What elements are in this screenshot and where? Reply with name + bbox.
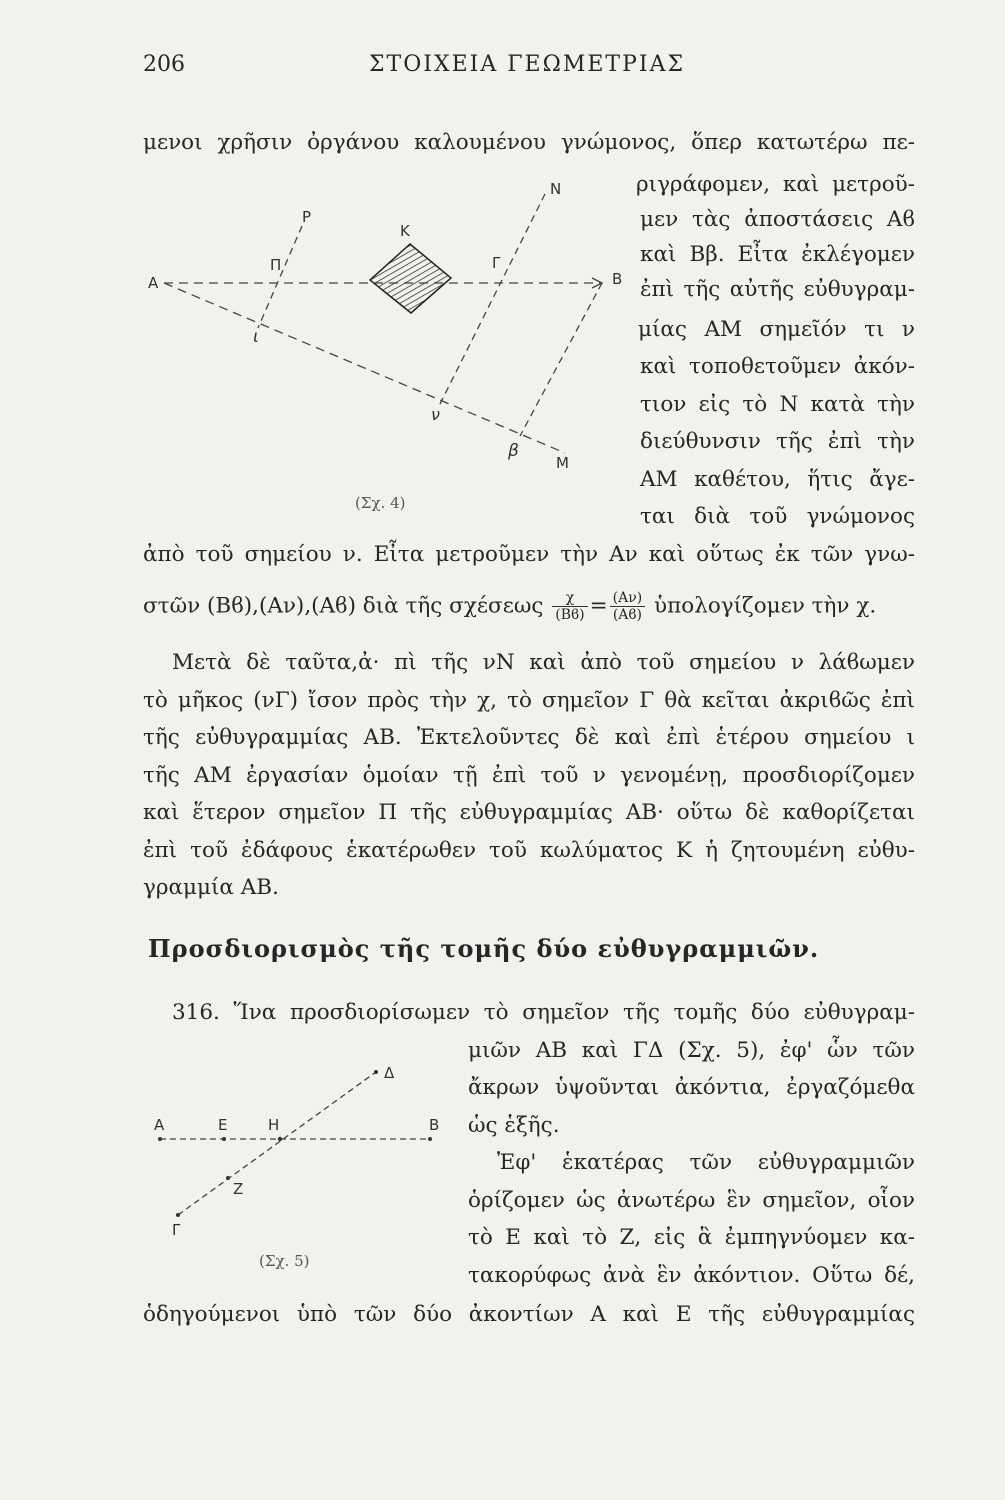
fig5-label-E: E [218, 1116, 228, 1134]
text-line: καὶ Ββ. Εἶτα ἐκλέγομεν [640, 242, 915, 267]
text-line: ΑΜ καθέτου, ἥτις ἄγε- [640, 467, 915, 492]
fig4-label-iota: ι [253, 327, 259, 347]
text-line: διεύθυνσιν τῆς ἐπὶ τὴν [640, 429, 915, 454]
fig4-label-M: M [556, 454, 569, 472]
fraction-An-over-Ab [610, 590, 646, 623]
text-line: μίας ΑΜ σημεῖόν τι ν [638, 317, 915, 342]
fraction-numerator: (Αν) [610, 590, 646, 607]
figure-5-caption: (Σχ. 5) [259, 1252, 310, 1270]
fig4-label-K: K [400, 222, 410, 240]
text-line: καὶ ἕτερον σημεῖον Π τῆς εὐθυγραμμίας ΑΒ· οὕτω δὲ καθορίζεται [143, 800, 915, 825]
fraction-denominator: (Βϐ) [555, 607, 585, 623]
text-line: ἐπὶ τοῦ ἐδάφους ἑκατέρωθεν τοῦ κωλύματος Κ ἡ ζητουμένη εὐθυ- [143, 838, 915, 863]
text-line: ὡς ἑξῆς. [468, 1113, 560, 1138]
line-P-iota [258, 226, 302, 328]
text-line: τῆς ΑΜ ἐργασίαν ὁμοίαν τῇ ἐπὶ τοῦ ν γενομένῃ, προσδιορίζομεν [143, 763, 915, 788]
fig4-label-beta: β [508, 441, 519, 461]
fig4-label-B: B [612, 270, 623, 288]
section-heading: Προσδιορισμὸς τῆς τομῆς δύο εὐθυγραμμιῶν. [148, 934, 820, 963]
text-line: καὶ τοποθετοῦμεν ἀκόν- [640, 354, 915, 379]
text-line: τιον εἰς τὸ Ν κατὰ τὴν [640, 392, 915, 417]
fig4-label-Gamma: Γ [492, 254, 501, 272]
fig5-label-Z: Z [233, 1180, 244, 1198]
fig5-label-A: A [154, 1116, 165, 1134]
line-AM [164, 283, 565, 453]
text-line: γραμμία ΑΒ. [143, 875, 279, 900]
line-N-nu [438, 194, 545, 408]
text-line: ὁρίζομεν ὡς ἀνωτέρω ἓν σημεῖον, οἷον [468, 1188, 915, 1213]
text-line: ριγράφομεν, καὶ μετροῦ- [636, 172, 915, 197]
fig5-label-Delta: Δ [384, 1064, 395, 1082]
line-Gamma-Delta [178, 1072, 376, 1215]
fraction-numerator: χ [552, 590, 587, 607]
text-line: τακορύφως ἀνὰ ἓν ἀκόντιον. Οὕτω δέ, [468, 1263, 915, 1288]
fig4-label-N: N [550, 180, 562, 198]
figure-4-caption: (Σχ. 4) [355, 494, 406, 512]
fig5-label-H: H [268, 1116, 280, 1134]
equation-line [143, 590, 876, 623]
text-line: Ἐφ' ἑκατέρας τῶν εὐθυγραμμιῶν [497, 1150, 915, 1175]
equation-text-start: στῶν (Βϐ),(Αν),(Αϐ) διὰ τῆς σχέσεως [143, 593, 544, 619]
fig4-label-P: P [302, 208, 312, 226]
text-line: τὸ Ε καὶ τὸ Ζ, εἰς ἃ ἐμπηγνύομεν κα- [468, 1225, 915, 1250]
text-line: τῆς εὐθυγραμμίας ΑΒ. Ἐκτελοῦντες δὲ καὶ ἐπὶ ἑτέρου σημείου ι [143, 725, 915, 750]
text-line: Μετὰ δὲ ταῦτα,ἀ· πὶ τῆς νΝ καὶ ἀπὸ τοῦ σημείου ν λάϐωμεν [172, 650, 915, 675]
text-line: ἄκρων ὑψοῦνται ἀκόντια, ἐργαζόμεθα [468, 1075, 915, 1100]
text-line: ὁδηγούμενοι ὑπὸ τῶν δύο ἀκοντίων Α καὶ Ε τῆς εὐθυγραμμίας [143, 1302, 915, 1327]
text-line: 316. Ἵνα προσδιορίσωμεν τὸ σημεῖον τῆς τομῆς δύο εὐθυγραμ- [172, 1000, 915, 1025]
text-line: ἐπὶ τῆς αὐτῆς εὐθυγραμ- [640, 277, 915, 302]
equals-sign: = [589, 593, 608, 619]
figure-4-diagram [140, 170, 623, 530]
text-line: μεν τὰς ἀποστάσεις Αϐ [640, 207, 915, 232]
running-head: ΣΤΟΙΧΕΙΑ ΓΕΩΜΕΤΡΙΑΣ [369, 52, 686, 77]
fraction-denominator: (Αϐ) [612, 607, 643, 623]
page-number: 206 [143, 52, 185, 77]
text-line: ἀπὸ τοῦ σημείου ν. Εἶτα μετροῦμεν τὴν Αν καὶ οὕτως ἐκ τῶν γνω- [143, 542, 915, 567]
text-line: τὸ μῆκος (νΓ) ἴσον πρὸς τὴν χ, τὸ σημεῖον Γ θὰ κεῖται ἀκριϐῶς ἐπὶ [143, 688, 915, 713]
fig4-label-Pi: Π [270, 256, 282, 274]
text-line: μενοι χρῆσιν ὀργάνου καλουμένου γνώμονος, ὅπερ κατωτέρω πε- [143, 130, 915, 155]
figure-5-diagram [140, 1050, 460, 1240]
text-line: μιῶν ΑΒ καὶ ΓΔ (Σχ. 5), ἐφ' ὧν τῶν [468, 1038, 915, 1063]
equation-text-end: ὑπολογίζομεν τὴν χ. [654, 593, 877, 619]
fig5-label-B: B [429, 1116, 440, 1134]
obstacle-K [370, 244, 451, 313]
fraction-x-over-Bb [552, 590, 587, 623]
fig5-label-Gamma: Γ [172, 1221, 181, 1239]
text-line: ται διὰ τοῦ γνώμονος [640, 504, 915, 529]
line-B-beta [520, 283, 602, 436]
fig4-label-A: Α [148, 274, 159, 292]
fig4-label-nu: ν [431, 405, 440, 424]
